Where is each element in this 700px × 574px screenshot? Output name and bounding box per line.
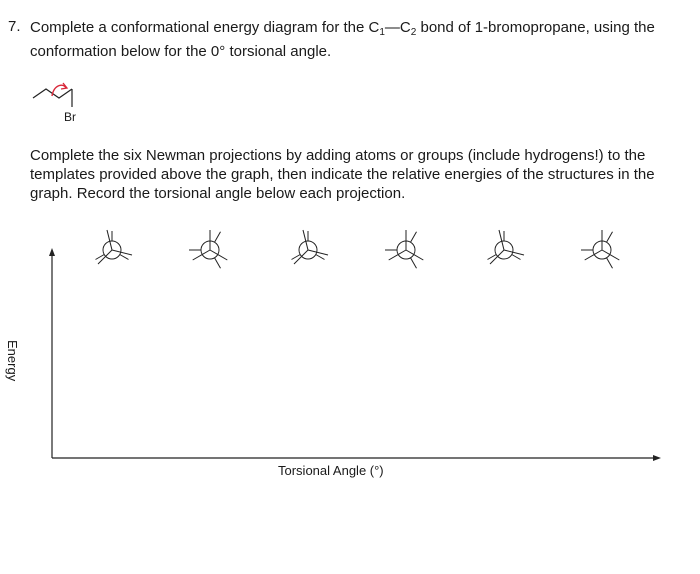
bromine-label: Br: [64, 110, 76, 124]
energy-axis-label: Energy: [5, 340, 20, 382]
bromopropane-structure: [30, 78, 90, 112]
instructions-text: Complete the six Newman projections by adding atoms or groups (include hydrogens!) to the templates provided above the graph, then indicate the relative energies of the structures in the graph. Record the torsional angle below each projection.: [30, 147, 655, 202]
x-axis-arrowhead: [653, 455, 661, 461]
question-text: [30, 18, 680, 61]
energy-diagram-axes: [44, 248, 664, 464]
y-axis-arrowhead: [49, 248, 55, 256]
subscript-1: 1: [379, 27, 385, 38]
back-bond-3: [215, 232, 221, 242]
question-number: 7.: [8, 18, 21, 35]
subscript-2: 2: [410, 27, 417, 38]
question-text-part1: Complete a conformational energy diagram for the C: [30, 19, 380, 36]
back-bond-3: [411, 232, 417, 242]
question-text-part2: bond of 1-bromopropane, using the conformation below for the 0° torsional angle.: [30, 19, 655, 60]
torsional-angle-axis-label: Torsional Angle (°): [278, 463, 384, 478]
question-dash: —C: [384, 19, 411, 36]
back-bond-3: [607, 232, 613, 242]
